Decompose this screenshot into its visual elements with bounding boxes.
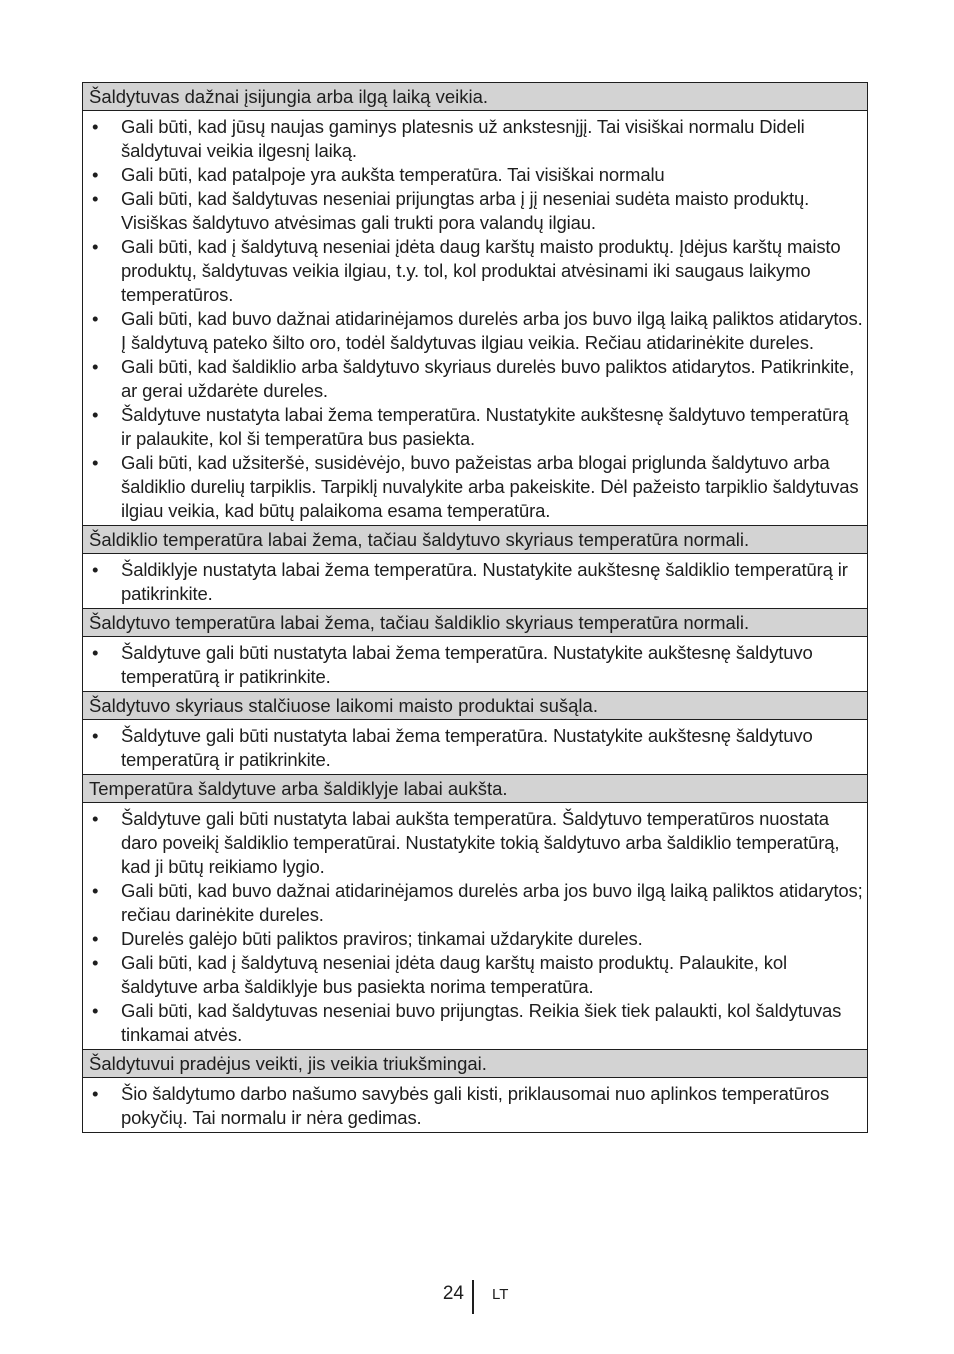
bullet-icon: • — [92, 952, 99, 973]
list-item — [87, 951, 863, 999]
list-item-text: Gali būti, kad šaldytuvas neseniai buvo prijungtas. Reikia šiek tiek palaukti, kol šaldytuvas tinkamai atvės. — [121, 1000, 842, 1045]
list-item — [87, 1082, 863, 1130]
bullet-list — [87, 807, 863, 1047]
list-item — [87, 187, 863, 235]
section-heading: Šaldytuvui pradėjus veikti, jis veikia triukšmingai. — [83, 1050, 867, 1078]
list-item — [87, 451, 863, 523]
list-item-text: Gali būti, kad šaldiklio arba šaldytuvo skyriaus durelės buvo paliktos atidarytos. Patikrinkite, ar gerai uždarėte dureles. — [121, 356, 855, 401]
list-item — [87, 879, 863, 927]
list-item — [87, 999, 863, 1047]
list-item — [87, 403, 863, 451]
bullet-list — [87, 115, 863, 523]
section-heading: Šaldytuvas dažnai įsijungia arba ilgą laiką veikia. — [83, 83, 867, 111]
bullet-icon: • — [92, 880, 99, 901]
bullet-icon: • — [92, 642, 99, 663]
bullet-list — [87, 1082, 863, 1130]
list-item — [87, 641, 863, 689]
bullet-icon: • — [92, 308, 99, 329]
troubleshooting-table — [82, 82, 868, 1133]
list-item — [87, 307, 863, 355]
list-item — [87, 558, 863, 606]
list-item-text: Šaldiklyje nustatyta labai žema temperatūra. Nustatykite aukštesnę šaldiklio temperatūrą ir patikrinkite. — [121, 559, 848, 604]
list-item-text: Gali būti, kad buvo dažnai atidarinėjamos durelės arba jos buvo ilgą laiką paliktos atidarytos. Į šaldytuvą pateko šilto oro, todėl šaldytuvas ilgiau veikia. Rečiau atidarinėkite dureles. — [121, 308, 863, 353]
list-item-text: Šio šaldytumo darbo našumo savybės gali kisti, priklausomai nuo aplinkos temperatūros pokyčių. Tai normalu ir nėra gedimas. — [121, 1083, 830, 1128]
list-item-text: Gali būti, kad patalpoje yra aukšta temperatūra. Tai visiškai normalu — [121, 164, 665, 185]
bullet-icon: • — [92, 188, 99, 209]
list-item-text: Šaldytuve gali būti nustatyta labai žema temperatūra. Nustatykite aukštesnę šaldytuvo temperatūrą ir patikrinkite. — [121, 725, 813, 770]
list-item — [87, 115, 863, 163]
section-heading: Šaldytuvo temperatūra labai žema, tačiau šaldiklio skyriaus temperatūra normali. — [83, 609, 867, 637]
list-item-text: Gali būti, kad šaldytuvas neseniai prijungtas arba į jį neseniai sudėta maisto produktų. Visiškas šaldytuvo atvėsimas gali trukti pora valandų ilgiau. — [121, 188, 810, 233]
bullet-icon: • — [92, 236, 99, 257]
section-heading: Šaldiklio temperatūra labai žema, tačiau šaldytuvo skyriaus temperatūra normali. — [83, 526, 867, 554]
list-item — [87, 724, 863, 772]
section-body — [83, 803, 867, 1050]
list-item-text: Šaldytuve gali būti nustatyta labai aukšta temperatūra. Šaldytuvo temperatūros nuostata daro poveikį šaldiklio temperatūrai. Nustatykite tokią šaldytuvo arba šaldiklio temperatūrą, kad ji būtų reikiamo lygio. — [121, 808, 840, 877]
bullet-icon: • — [92, 116, 99, 137]
section-body — [83, 1078, 867, 1132]
language-code: LT — [492, 1286, 509, 1303]
bullet-icon: • — [92, 404, 99, 425]
bullet-list — [87, 724, 863, 772]
section-heading: Šaldytuvo skyriaus stalčiuose laikomi maisto produktai sušąla. — [83, 692, 867, 720]
bullet-icon: • — [92, 356, 99, 377]
bullet-icon: • — [92, 928, 99, 949]
bullet-icon: • — [92, 808, 99, 829]
list-item — [87, 163, 863, 187]
bullet-icon: • — [92, 1000, 99, 1021]
list-item — [87, 355, 863, 403]
page-number: 24 — [442, 1283, 464, 1304]
bullet-icon: • — [92, 559, 99, 580]
list-item-text: Gali būti, kad užsiteršė, susidėvėjo, buvo pažeistas arba blogai priglunda šaldytuvo arba šaldiklio durelių tarpiklis. Tarpiklį nuvalykite arba pakeiskite. Dėl pažeisto tarpiklio šaldytuvas ilgiau veikia, kad būtų palaikoma esama temperatūra. — [121, 452, 859, 521]
footer-divider — [472, 1280, 474, 1314]
section-body — [83, 637, 867, 692]
list-item-text: Šaldytuve gali būti nustatyta labai žema temperatūra. Nustatykite aukštesnę šaldytuvo temperatūrą ir patikrinkite. — [121, 642, 813, 687]
list-item — [87, 235, 863, 307]
list-item-text: Gali būti, kad į šaldytuvą neseniai įdėta daug karštų maisto produktų. Įdėjus karštų maisto produktų, šaldytuvas veikia ilgiau, t.y. tol, kol produktai atvėsinami iki saugaus laikymo temperatūros. — [121, 236, 841, 305]
list-item-text: Durelės galėjo būti paliktos praviros; tinkamai uždarykite dureles. — [121, 928, 643, 949]
section-body — [83, 720, 867, 775]
list-item — [87, 807, 863, 879]
bullet-icon: • — [92, 164, 99, 185]
list-item-text: Gali būti, kad jūsų naujas gaminys platesnis už ankstesnįjį. Tai visiškai normalu Dideli šaldytuvai veikia ilgesnį laiką. — [121, 116, 805, 161]
section-body — [83, 554, 867, 609]
bullet-list — [87, 641, 863, 689]
section-body — [83, 111, 867, 526]
list-item-text: Gali būti, kad buvo dažnai atidarinėjamos durelės arba jos buvo ilgą laiką paliktos atidarytos; rečiau darinėkite dureles. — [121, 880, 863, 925]
bullet-icon: • — [92, 1083, 99, 1104]
section-heading: Temperatūra šaldytuve arba šaldiklyje labai aukšta. — [83, 775, 867, 803]
page-footer — [0, 1282, 954, 1316]
list-item-text: Gali būti, kad į šaldytuvą neseniai įdėta daug karštų maisto produktų. Palaukite, kol šaldytuve arba šaldiklyje bus pasiekta norima temperatūra. — [121, 952, 787, 997]
bullet-icon: • — [92, 452, 99, 473]
bullet-icon: • — [92, 725, 99, 746]
list-item — [87, 927, 863, 951]
bullet-list — [87, 558, 863, 606]
list-item-text: Šaldytuve nustatyta labai žema temperatūra. Nustatykite aukštesnę šaldytuvo temperatūrą ir palaukite, kol ši temperatūra bus pasiekta. — [121, 404, 849, 449]
